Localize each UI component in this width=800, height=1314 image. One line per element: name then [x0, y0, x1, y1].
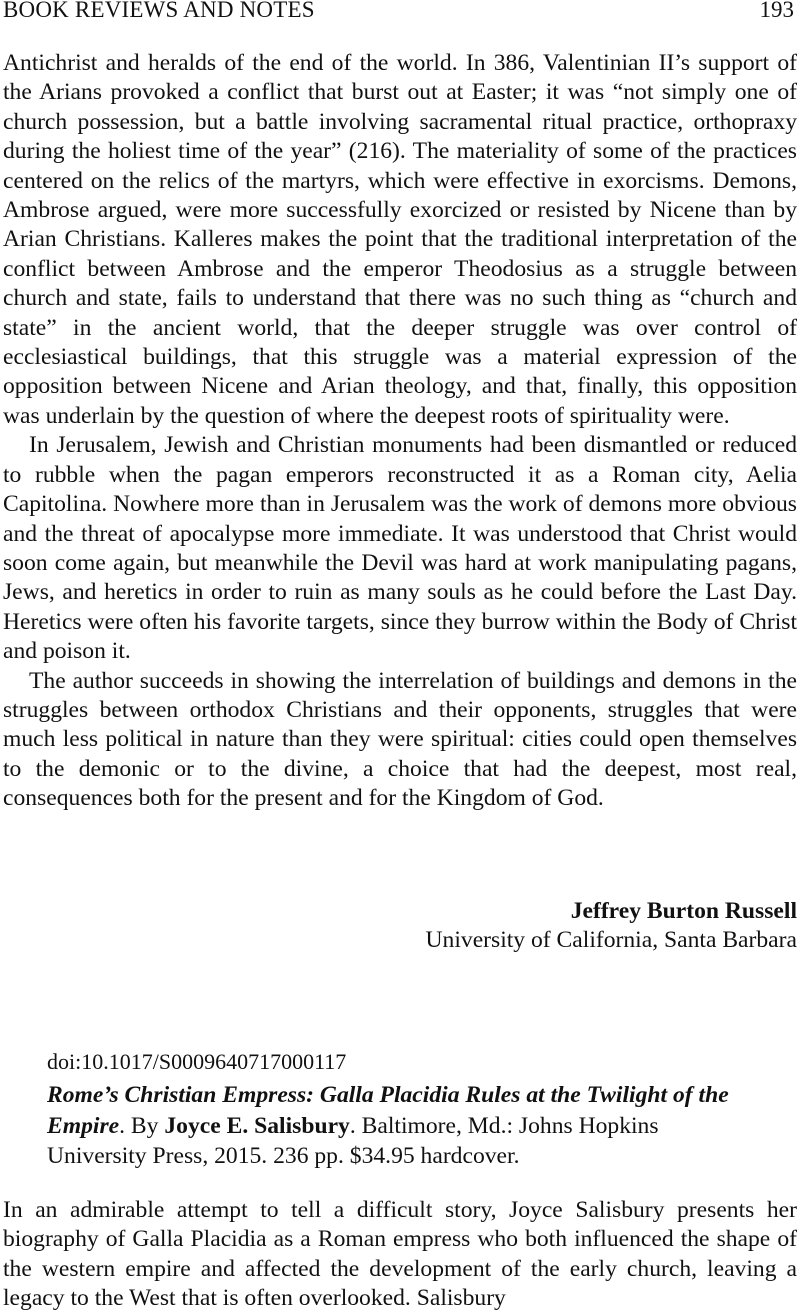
- running-head: [3, 0, 794, 26]
- review-one-body: [3, 49, 797, 814]
- review-two-body: [3, 1196, 797, 1314]
- book-title: Rome’s Christian Empress: Galla Placidia Rules at the Twilight of the Empire: [47, 1082, 729, 1139]
- book-author: Joyce E. Salisbury: [164, 1112, 350, 1139]
- review-one-paragraph-1: Antichrist and heralds of the end of the world. In 386, Valentinian II’s support of the Arians provoked a conflict that burst out at Easter; it was “not simply one of church possession, but a battle involving sacramental ritual practice, orthopraxy during the holiest time of the year” (216). The materiality of some of the practices centered on the relics of the martyrs, which were effective in exorcisms. Demons, Ambrose argued, were more successfully exorcized or resisted by Nicene than by Arian Christians. Kalleres makes the point that the traditional interpretation of the conflict between Ambrose and the emperor Theodosius as a struggle between church and state, fails to understand that there was no such thing as “church and state” in the ancient world, that the deeper struggle was over control of ecclesiastical buildings, that this struggle was a material expression of the opposition between Nicene and Arian theology, and that, finally, this opposition was underlain by the question of where the deepest roots of spirituality were.: [3, 50, 797, 429]
- running-title: BOOK REVIEWS AND NOTES: [3, 0, 315, 22]
- reviewer-name: Jeffrey Burton Russell: [570, 898, 797, 924]
- review-one-paragraph-2: In Jerusalem, Jewish and Christian monuments had been dismantled or reduced to rubble when the pagan emperors reconstructed it as a Roman city, Aelia Capitolina. Nowhere more than in Jerusalem was the work of demons more obvious and the threat of apocalypse more immediate. It was understood that Christ would soon come again, but meanwhile the Devil was hard at work manipulating pagans, Jews, and heretics in order to ruin as many souls as he could before the Last Day. Heretics were often his favorite targets, since they burrow within the Body of Christ and poison it.: [3, 432, 797, 665]
- doi-reference: doi:10.1017/S0009640717000117: [47, 1049, 347, 1074]
- reviewer-affiliation: University of California, Santa Barbara: [425, 927, 797, 953]
- review-one-paragraph-3: The author succeeds in showing the interrelation of buildings and demons in the struggles between orthodox Christians and their opponents, struggles that were much less political in nature than they were spiritual: cities could open themselves to the demonic or to the divine, a choice that had the deepest, most real, consequences both for the present and for the Kingdom of God.: [3, 667, 797, 812]
- page-number: 193: [759, 0, 794, 22]
- review-two-paragraph-1: In an admirable attempt to tell a difficult story, Joyce Salisbury presents her biography of Galla Placidia as a Roman empress who both influenced the shape of the western empire and affected the development of the early church, leaving a legacy to the West that is often overlooked. Salisbury: [3, 1197, 797, 1312]
- publication-details: . Baltimore, Md.: Johns Hopkins University Press, 2015. 236 pp. $34.95 hardcover.: [47, 1112, 659, 1169]
- book-citation: [47, 1080, 757, 1172]
- by-label: . By: [119, 1112, 165, 1139]
